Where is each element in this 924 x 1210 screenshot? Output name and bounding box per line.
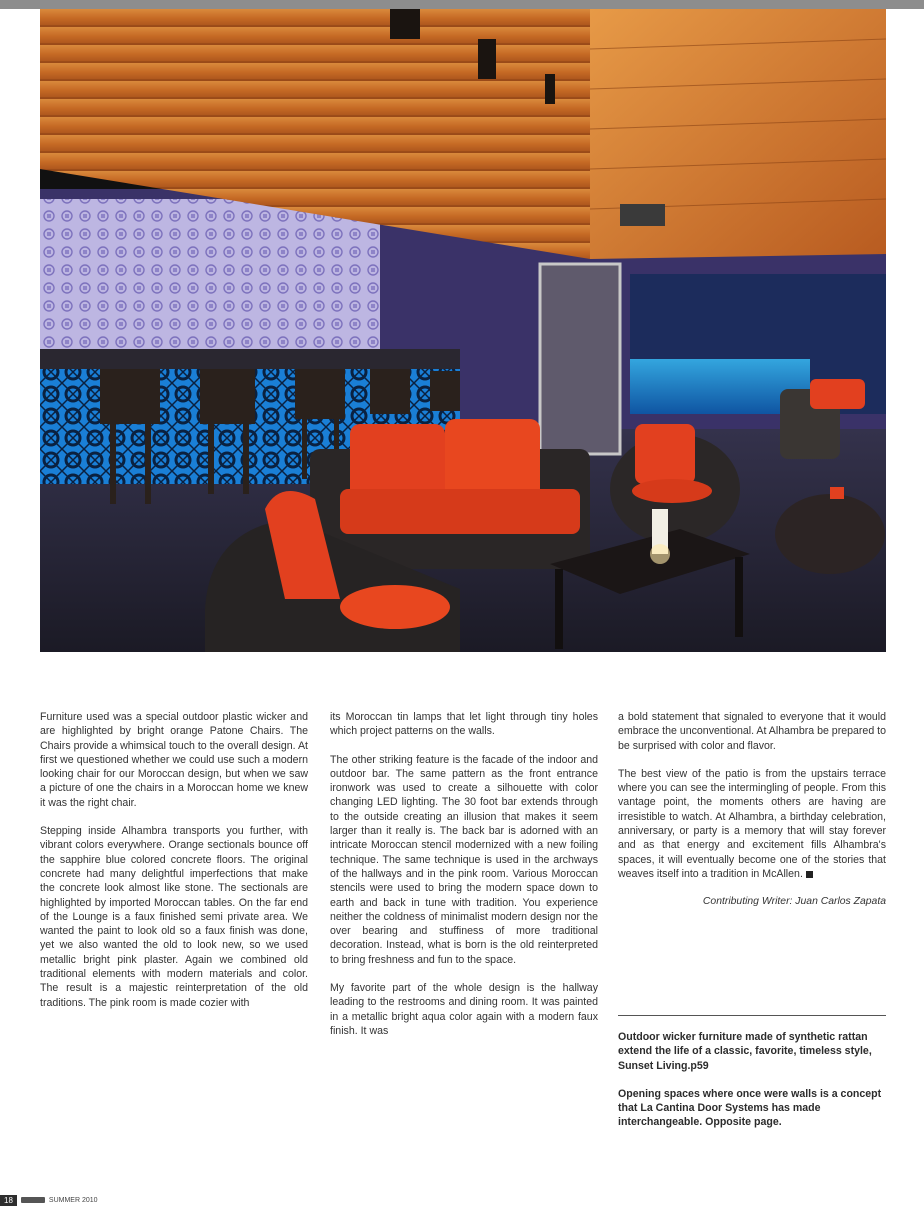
caption-1: Outdoor wicker furniture made of synthetic rattan extend the life of a classic, favorite, timeless style, Sunset Living.p59 [618, 1031, 872, 1072]
caption-2: Opening spaces where once were walls is a concept that La Cantina Door Systems has made interchangeable. Opposite page. [618, 1087, 882, 1129]
col2-paragraph-3: My favorite part of the whole design is the hallway leading to the restrooms and dining room. It was painted in a metallic bright aqua color again with a modern faux finish. It was [330, 982, 598, 1037]
issue-label: SUMMER 2010 [48, 1196, 98, 1204]
col2-paragraph-1: its Moroccan tin lamps that let light through tiny holes which project patterns on the walls. [330, 711, 598, 738]
magazine-logo-icon [21, 1197, 45, 1203]
caption-divider [618, 1015, 886, 1016]
contributor-credit: Contributing Writer: Juan Carlos Zapata [702, 896, 886, 908]
end-mark-icon [806, 871, 813, 878]
top-border [0, 0, 924, 9]
article-column-1 [40, 710, 308, 1024]
tile-wall [40, 199, 380, 349]
col2-paragraph-2: The other striking feature is the facade of the indoor and outdoor bar. The same pattern as the front entrance ironwork was used to create a silhouette with color changing LED lighting. The 30 foot bar extends through to the outside creating an illusion that makes it seem larger than it really is. The back bar is adorned with an intricate Moroccan stencil modernized with a new foiling technique. The same technique is used in the archways of the hallways and in the pink room. Various Moroccan stencils were used to bring the modern space down to earth and back in tune with tradition. You experience neither the coldness of minimalist modern design nor the over bearing and stuffiness of more traditional decoration. Instead, what is born is the old reinterpreted to bring freshness and fun to the space. [330, 753, 598, 966]
col3-paragraph-2-text: The best view of the patio is from the upstairs terrace where you can see the intermingling of people. From this vantage point, the moments others are having are irresistible to watch. At Alhambra, a birthday celebration, anniversary, or party is a memory that will stay forever and as that energy and excitement fills Alhambra's spaces, it will eventually become one of the stories that weaves itself into a tradition in McAllen. [618, 767, 886, 880]
photo-captions [618, 1030, 886, 1144]
glass-door [540, 264, 620, 454]
article-column-2 [330, 710, 598, 1052]
page-footer [0, 1193, 98, 1207]
side-table [775, 494, 885, 574]
lounge-photo [40, 9, 886, 652]
lounge-illustration [40, 9, 886, 652]
col1-paragraph-2: Stepping inside Alhambra transports you further, with vibrant colors everywhere. Orange sectionals bounce off the sapphire blue colored concrete floors. The original concrete had many delightful imperfections that make the concrete look almost like stone. The sectionals are highlighted by imported Moroccan tables. On the far end of the Lounge is a faux finished semi private area. We wanted the paint to look old so a faux finish was done, yet we also wanted the old to look new, so we used metallic bright pink plaster. Again we combined old traditional elements with modern materials and color. The result is a majestic reinterpretation of the old traditions. The pink room is made cozier with [40, 825, 308, 1009]
page-number: 18 [0, 1195, 17, 1206]
col3-paragraph-2 [618, 767, 886, 881]
col3-paragraph-1: a bold statement that signaled to everyone that it would embrace the unconventional. At Alhambra be prepared to be surprised with color and flavor. [618, 711, 886, 752]
article-column-3 [618, 710, 886, 924]
col1-paragraph-1: Furniture used was a special outdoor plastic wicker and are highlighted by bright orange Patone Chairs. The Chairs provide a whimsical touch to the overall design. At first we questioned whether we could use such a modern looking chair for our Moroccan design, but when we saw a picture of one the chairs in a Moroccan home we knew it was the right chair. [40, 711, 308, 809]
